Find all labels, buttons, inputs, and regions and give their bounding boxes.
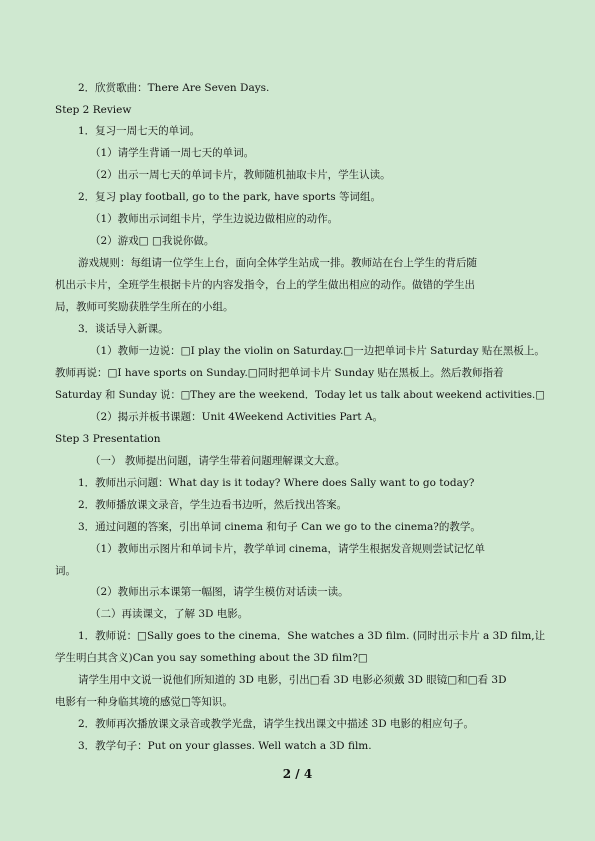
section-heading: Step 3 Presentation [55, 433, 161, 445]
text-line: 学生明白其含义)Can you say something about the 3D film?□ [55, 652, 368, 664]
text-line: （1）教师一边说：□I play the violin on Saturday.□一边把单词卡片 Saturday 贴在黑板上。 [90, 345, 545, 357]
text-line: 局，教师可奖励获胜学生所在的小组。 [55, 301, 234, 313]
text-line: 2．复习 play football, go to the park, have sports 等词组。 [78, 191, 381, 203]
text-line: 电影有一种身临其境的感觉□等知识。 [55, 696, 233, 708]
text-line: Saturday 和 Sunday 说：□They are the weekend．Today let us talk about weekend activities.□ [55, 389, 545, 401]
text-line: 3．教学句子：Put on your glasses. Well watch a 3D film. [78, 740, 372, 752]
text-line: （2）游戏□ □我说你做。 [90, 235, 215, 247]
text-line: （2）揭示并板书课题：Unit 4Weekend Activities Part A。 [90, 411, 384, 423]
text-line: 词。 [55, 565, 76, 577]
text-line: （1）请学生背诵一周七天的单词。 [90, 147, 255, 159]
section-heading: Step 2 Review [55, 104, 132, 116]
text-line: 2．欣赏歌曲：There Are Seven Days. [78, 82, 270, 94]
text-line: （2）出示一周七天的单词卡片，教师随机抽取卡片，学生认读。 [90, 169, 391, 181]
text-line: 2．教师播放课文录音，学生边看书边听，然后找出答案。 [78, 499, 348, 511]
text-line: （1）教师出示图片和单词卡片，教学单词 cinema，请学生根据发音规则尝试记忆单 [90, 543, 485, 555]
text-line: 3．通过问题的答案，引出单词 cinema 和句子 Can we go to the cinema?的教学。 [78, 521, 481, 533]
text-line: 游戏规则：每组请一位学生上台，面向全体学生站成一排。教师站在台上学生的背后随 [78, 257, 477, 269]
text-line: （2）教师出示本课第一幅图，请学生模仿对话读一读。 [90, 586, 349, 598]
text-line: （1）教师出示词组卡片，学生边说边做相应的动作。 [90, 213, 339, 225]
text-line: 1．教师出示问题：What day is it today? Where does Sally want to go today? [78, 477, 475, 489]
text-line: 1．复习一周七天的单词。 [78, 125, 201, 137]
text-line: 1．教师说：□Sally goes to the cinema．She watches a 3D film. (同时出示卡片 a 3D film,让 [78, 630, 546, 642]
text-line: 机出示卡片，全班学生根据卡片的内容发指令，台上的学生做出相应的动作。做错的学生出 [55, 279, 475, 291]
text-line: 2．教师再次播放课文录音或教学光盘，请学生找出课文中描述 3D 电影的相应句子。 [78, 718, 474, 730]
text-line: （一） 教师提出问题，请学生带着问题理解课文大意。 [90, 455, 346, 467]
text-line: 请学生用中文说一说他们所知道的 3D 电影，引出□看 3D 电影必须戴 3D 眼镜□和□看 3D [78, 674, 507, 686]
text-line: （二）再读课文，了解 3D 电影。 [90, 608, 249, 620]
text-line: 教师再说：□I have sports on Sunday.□同时把单词卡片 Sunday 贴在黑板上。然后教师指着 [55, 367, 504, 379]
text-line: 3．谈话导入新课。 [78, 323, 169, 335]
page-number: 2 / 4 [282, 767, 313, 781]
